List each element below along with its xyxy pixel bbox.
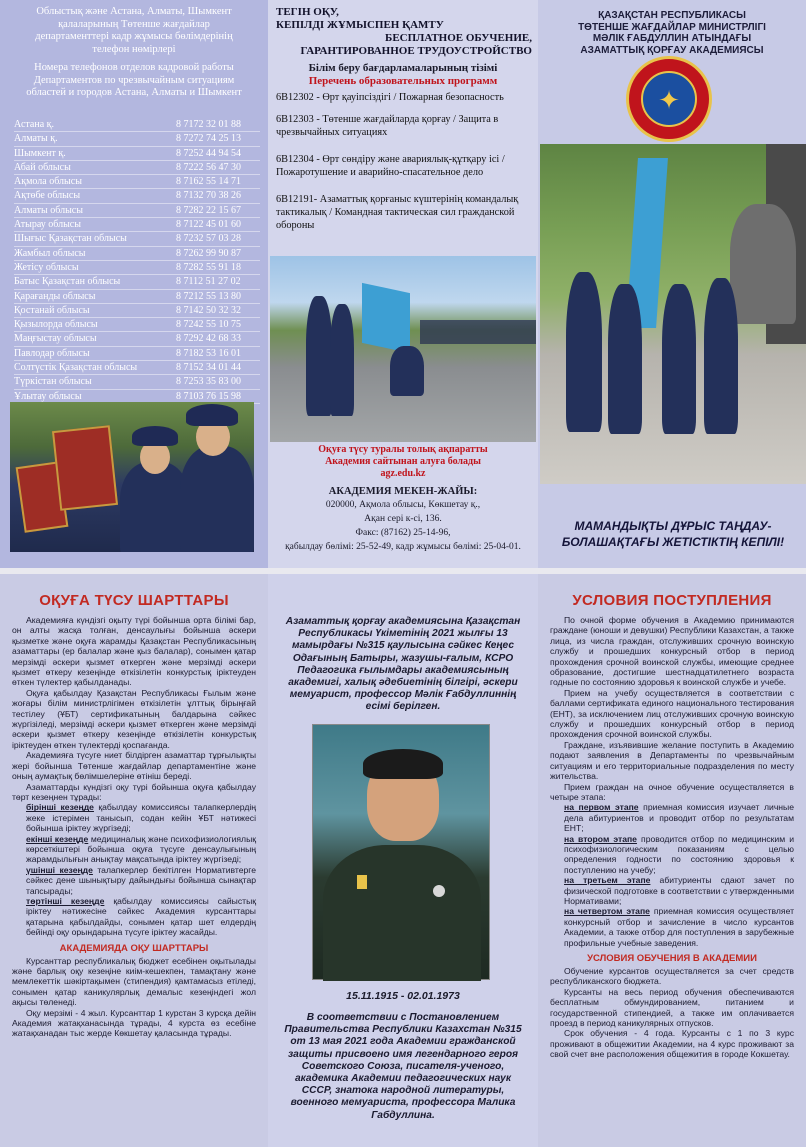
conditions-title-kk: ОҚУҒА ТҮСУ ШАРТТАРЫ <box>39 592 229 609</box>
region-name: Солтүстік Қазақстан облысы <box>14 362 138 374</box>
region-name: Атырау облысы <box>14 219 81 231</box>
region-name: Шымкент қ. <box>14 147 66 159</box>
brochure-inner-side <box>0 574 806 1147</box>
phone-row <box>14 304 260 318</box>
phone-row <box>14 275 260 289</box>
region-name: Ұлытау облысы <box>14 390 82 402</box>
region-name: Абай облысы <box>14 161 71 173</box>
region-name: Қарағанды облысы <box>14 290 96 302</box>
phone-row <box>14 347 260 361</box>
region-name: Жетісу облысы <box>14 261 79 273</box>
phone-number: 8 7122 45 01 60 <box>176 219 241 231</box>
phone-number: 8 7152 34 01 44 <box>176 362 241 374</box>
program-item: 6В12304 - Өрт сөндіру және авариялық-құтқару ісі / Пожаротушение и аварийно-спасательное дело <box>276 154 505 178</box>
region-name: Түркістан облысы <box>14 376 92 388</box>
stage-item: на втором этапе проводится отбор по медицинским и психофизиологическим показаниям с целью определения годности по состоянию здоровья к поступлению на учебу; <box>564 833 794 875</box>
region-name: Шығыс Қазақстан облысы <box>14 233 127 245</box>
program-item: 6В12302 - Өрт қауіпсіздігі / Пожарная безопасность <box>276 92 504 103</box>
academy-emblem-icon: ✦ <box>626 56 712 142</box>
phone-row <box>14 261 260 275</box>
phone-number: 8 7162 55 14 71 <box>176 176 241 188</box>
phone-row <box>14 218 260 232</box>
programs-list-title-ru: Перечень образовательных программ <box>308 75 498 87</box>
flag-icon <box>362 283 410 353</box>
region-name: Алматы қ. <box>14 133 58 145</box>
conditions-kk-panel: ОҚУҒА ТҮСУ ШАРТТАРЫ Академияға күндізгі оқыту түрі бойынша орта білімі бар, он алты жасқа толған, денсаулығы бойынша әскери қызметке және оқуға жарамды Қазақстан Республикасының азаматтары (ер балалар және қыз балалар), сонымен қатар мерзімді әскери қызмет өткерген және мерзімді әскери қызмет өткеру кезеңінде өткізілетін конкурстық іріктеуден өткен түлектер қабылданады. Оқуға қабылдау Қазақстан Республикасы Ғылым және жоғары білім министрлігімен өткізілетін ұлттық бірыңғай тестілеу (ҰБТ) сертификатының балдарына сәйкес жүргізіледі, мерзімді әскери қызмет өткерген және мерзімді әскери қызмет өткеру кезеңінде өткізілетін конкурстық іріктеуден өткен түлектерді қоспағанда. Академияға түсуге ниет білдірген азаматтар тұрғылықты жері бойынша Төтенше жағдайлар департаментіне және оның аумақтық бөлімшелеріне өтініш береді. Азаматтарды күндізгі оқу түрі бойынша оқуға қабылдау төрт кезеңнен тұрады: бірінші кезеңде қабылдау комиссиясы талапкерлердің жеке істерімен танысып, содан кейін ҰБТ нәтижесі бойынша іріктеу жүргізеді; екінші кезеңде медициналық және психофизиологиялық көрсеткіштері бойынша оқуға түсуге денсаулығының жарамдылығын анықтау мақсатында іріктеу жүргізеді; үшінші кезеңде талапкерлер бекітілген Нормативтерге сәйкес дене шынықтыру дайындығы бойынша сынақтар тапсырады; төртінші кезеңде қабылдау комиссиясы сайыстық іріктеу нәтижесіне сәйкес Академия курсанттары қатарына қабылдайды, сонымен қатар шет елдердің бейінді оқу орындарына түсуге іріктеу жасайды. АКАДЕМИЯДА ОҚУ ШАРТТАРЫ Курсанттар республикалық бюджет есебінен оқытылады және барлық оқу кезеңіне киім-кешекпен, тамақтану және мемлекеттік шәкіртақымен (стипендия) қамтамасыз етіледі, сонымен қатар каникулярлық демалыс кезеңіндегі жол ақысы төленеді. Оқу мерзімі - 4 жыл. Курсанттар 1 курстан 3 курсқа дейін Академия жатақханасында тұрады, 4 курста өз есебіне жатақханадан тыс жерде Көкшетау қаласында тұрады. <box>0 574 268 1147</box>
program-item: 6В12303 - Төтенше жағдайларда қорғау / Защита в чрезвычайных ситуациях <box>276 114 499 138</box>
academy-heading: ҚАЗАҚСТАН РЕСПУБЛИКАСЫ ТӨТЕНШЕ ЖАҒДАЙЛАР МИНИСТРЛІГІ МӘЛІК ҒАБДУЛЛИН АТЫНДАҒЫ АЗАМАТТЫҚ ҚОРҒАУ АКАДЕМИЯСЫ <box>578 10 766 56</box>
region-name: Жамбыл облысы <box>14 247 86 259</box>
website-link[interactable]: agz.edu.kz <box>380 468 426 479</box>
phone-number: 8 7132 70 38 26 <box>176 190 241 202</box>
medal-icon <box>357 875 367 889</box>
region-name: Қостанай облысы <box>14 304 90 316</box>
region-name: Ақмола облысы <box>14 176 82 188</box>
slogan: МАМАНДЫҚТЫ ДҰРЫС ТАҢДАУ- БОЛАШАҚТАҒЫ ЖЕТІСТІКТІҢ КЕПІЛІ! <box>561 519 785 549</box>
region-name: Павлодар облысы <box>14 347 90 359</box>
phone-number: 8 7142 50 32 32 <box>176 304 241 316</box>
stage-item: екінші кезеңде медициналық және психофизиологиялық көрсеткіштері бойынша оқуға түсуге денсаулығының жарамдылығын анықтау мақсатында іріктеу жүргізеді; <box>26 833 257 865</box>
phone-row <box>14 132 260 146</box>
phone-row <box>14 375 260 389</box>
contacts-heading: Облыстық және Астана, Алматы, Шымкент қалаларының Төтенше жағдайлар департаменттері кадр жұмысы бөлімдерінің телефон нөмірлері Номера телефонов отделов кадровой работы Департаментов по чрезвычайным ситуациям областей и городов Астана, Алматы и Шымкент <box>26 6 242 98</box>
region-name: Батыс Қазақстан облысы <box>14 276 121 288</box>
book-icon <box>52 425 118 511</box>
phone-row <box>14 204 260 218</box>
portrait-uniform <box>323 845 481 981</box>
region-name: Алматы облысы <box>14 204 83 216</box>
monument-statue <box>730 204 796 324</box>
phone-number: 8 7212 55 13 80 <box>176 290 241 302</box>
phone-number: 8 7292 42 68 33 <box>176 333 241 345</box>
study-conditions-title-ru: УСЛОВИЯ ОБУЧЕНИЯ В АКАДЕМИИ <box>587 953 757 964</box>
phone-number: 8 7232 57 03 28 <box>176 233 241 245</box>
phone-number: 8 7182 53 16 01 <box>176 347 241 359</box>
contacts-panel <box>0 0 268 568</box>
phone-number: 8 7222 56 47 30 <box>176 161 241 173</box>
stage-item: үшінші кезеңде талапкерлер бекітілген Нормативтерге сәйкес дене шынықтыру дайындығы бойынша сынақтар тапсырады; <box>26 864 256 896</box>
region-name: Ақтөбе облысы <box>14 190 81 202</box>
portrait-photo <box>312 724 490 980</box>
ceremony-photo <box>540 144 806 484</box>
region-name: Астана қ. <box>14 119 54 130</box>
brochure-outer-side <box>0 0 806 568</box>
phone-row <box>14 332 260 346</box>
phone-number: 8 7262 99 90 87 <box>176 247 241 259</box>
parade-photo <box>270 256 536 442</box>
stage-item: на первом этапе приемная комиссия изучает личные дела абитуриентов и проводит отбор по результатам ЕНТ; <box>564 802 794 834</box>
phone-row <box>14 361 260 375</box>
phone-row <box>14 247 260 261</box>
phone-number: 8 7172 32 01 88 <box>176 119 241 130</box>
info-block: Оқуға түсу туралы толық ақпаратты Академия сайтынан алуға болады agz.edu.kz АКАДЕМИЯ МЕКЕН-ЖАЙЫ: 020000, Ақмола облысы, Көкшетау қ., Ақан сері к-сі, 136. Факс: (87162) 25-14-96, қабылдау бөлімі: 25-52-49, кадр жұмысы бөлімі: 25-04-01. <box>268 444 538 553</box>
phone-row <box>14 189 260 203</box>
life-dates: 15.11.1915 - 02.01.1973 <box>346 990 460 1002</box>
phone-number: 8 7242 55 10 75 <box>176 319 241 331</box>
region-name: Маңғыстау облысы <box>14 333 97 345</box>
program-item: 6В12191- Азаматтық қорғаныс күштерінің командалық тактикалық / Командная тактическая сил гражданской обороны <box>276 194 519 231</box>
phone-row <box>14 318 260 332</box>
phone-number: 8 7272 74 25 13 <box>176 133 241 145</box>
phone-row <box>14 161 260 175</box>
address-heading: АКАДЕМИЯ МЕКЕН-ЖАЙЫ: <box>328 486 478 497</box>
namesake-text-kk: Азаматтық қорғау академиясына Қазақстан Республикасы Үкіметінің 2021 жылғы 13 мамырдағы №315 қаулысына сәйкес Кеңес Одағының Батыры, жазушы-ғалым, КСРО Педагогика ғылымдары академиясының академигі, халық әдебиетінің білгірі, әскери мемуарист, профессор Мәлік Ғабдуллиннің есімі берілген. <box>285 616 521 713</box>
phone-number: 8 7112 51 27 02 <box>176 276 241 288</box>
stage-item: на третьем этапе абитуриенты сдают зачет по физической подготовке в соответствии с утвержденными Нормативами; <box>564 875 794 906</box>
phone-row <box>14 290 260 304</box>
stage-item: на четвертом этапе приемная комиссия осуществляет конкурсный отбор и зачисление в число курсантов Академии, а также отбор для поступления в зарубежные профильные учебные заведения. <box>564 906 795 948</box>
phone-number: 8 7282 55 91 18 <box>176 261 241 273</box>
conditions-ru-panel: УСЛОВИЯ ПОСТУПЛЕНИЯ По очной форме обучения в Академию принимаются граждане (юноши и девушки) Республики Казахстан, а также лица, из числа граждан, отслуживших срочную воинскую службу и прошедших конкурсный отбор в период прохождения срочной воинской службы, имеющие среднее образование, достигшие шестнадцатилетнего возраста годные по состоянию здоровья к воинской службе и учебе. Прием на учебу осуществляется в соответствии с баллами сертификата единого национального тестирования (ЕНТ), за исключением лиц отслуживших срочную воинскую службу и прошедших конкурсный отбор в период прохождения срочной воинской службы. Граждане, изъявившие желание поступить в Академию подают заявления в Департаменты по чрезвычайным ситуациям и его территориальные подразделения по месту жительства. Прием граждан на очное обучение осуществляется в четыре этапа: на первом этапе приемная комиссия изучает личные дела абитуриентов и проводит отбор по результатам ЕНТ; на втором этапе проводится отбор по медицинским и психофизиологическим показаниям с целью определения годности по состоянию здоровья к поступлению на учебу; на третьем этапе абитуриенты сдают зачет по физической подготовке в соответствии с утвержденными Нормативами; на четвертом этапе приемная комиссия осуществляет конкурсный отбор и зачисление в число курсантов Академии, а также отбор для поступления в зарубежные профильные учебные заведения. УСЛОВИЯ ОБУЧЕНИЯ В АКАДЕМИИ Обучение курсантов осуществляется за счет средств республиканского бюджета. Курсанты на весь период обучения обеспечиваются бесплатным обмундированием, питанием и государственной стипендией, а также им оплачивается проезд в период каникулярных отпусков. Срок обучения - 4 года. Курсанты с 1 по 3 курс проживают в общежитии Академии, на 4 курс проживают за свой счет вне расположения общежития в городе Кокшетау. <box>538 574 806 1147</box>
phone-table <box>14 118 260 404</box>
phone-number: 8 7282 22 15 67 <box>176 204 241 216</box>
phone-row <box>14 232 260 246</box>
phone-row <box>14 118 260 132</box>
stage-item: бірінші кезеңде қабылдау комиссиясы талапкерлердің жеке істерімен танысып, содан кейін ҰБТ нәтижесі бойынша іріктеу жүргізеді; <box>26 802 256 834</box>
medal-icon <box>433 885 445 897</box>
phone-row <box>14 175 260 189</box>
programs-list-title-kk: Білім беру бағдарламаларының тізімі <box>308 62 498 74</box>
region-name: Қызылорда облысы <box>14 319 98 331</box>
namesake-text-ru: В соответствии с Постановлением Правительства Республики Казахстан №315 от 13 мая 2021 года Академии гражданской защиты присвоено имя легендарного героя Советского Союза, писателя-ученого, академика Академии педагогических наук СССР, знатока народной литературы, военного мемуариста, профессора Малика Габдуллина. <box>284 1012 522 1121</box>
phone-row <box>14 147 260 161</box>
study-conditions-title-kk: АКАДЕМИЯДА ОҚУ ШАРТТАРЫ <box>59 942 209 954</box>
stage-item: төртінші кезеңде қабылдау комиссиясы сайыстық іріктеу нәтижесіне сәйкес Академия курсанттары қатарына қабылдайды, сонымен қатар шет елдердің бейінді оқу орындарына түсуге іріктеу жасайды. <box>26 895 257 938</box>
phone-number: 8 7252 44 94 54 <box>176 147 241 159</box>
phone-number: 8 7253 35 83 00 <box>176 376 241 388</box>
oath-photo <box>10 402 254 552</box>
programs-title: ТЕГІН ОҚУ, КЕПІЛДІ ЖҰМЫСПЕН ҚАМТУ БЕСПЛАТНОЕ ОБУЧЕНИЕ, ГАРАНТИРОВАННОЕ ТРУДОУСТРОЙСТВО <box>276 6 532 57</box>
conditions-title-ru: УСЛОВИЯ ПОСТУПЛЕНИЯ <box>572 592 772 609</box>
phone-number: 8 7103 76 15 98 <box>176 390 241 402</box>
